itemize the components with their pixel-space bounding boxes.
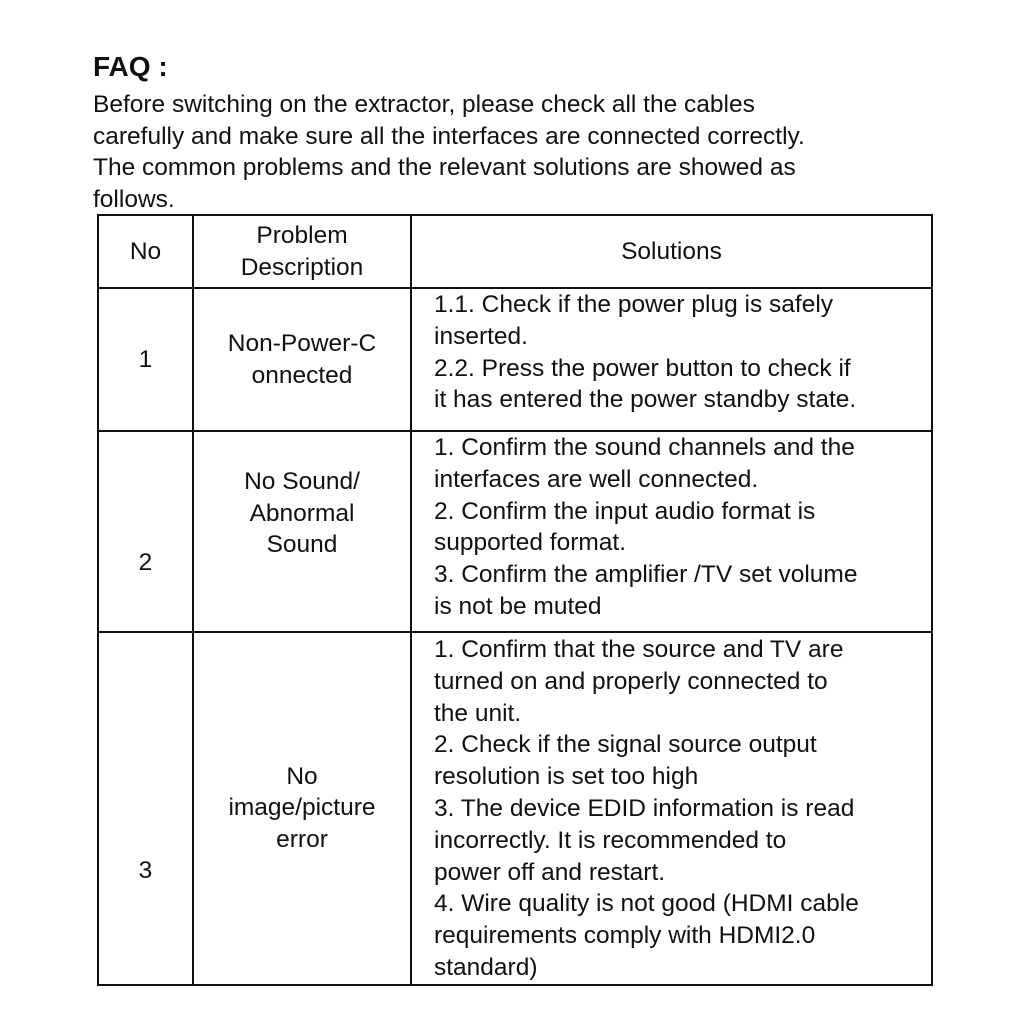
table-header-row xyxy=(98,215,932,288)
table-row xyxy=(98,431,932,632)
table-row xyxy=(98,632,932,985)
solution-line: 2. Check if the signal source output xyxy=(434,731,817,759)
solution-line: is not be muted xyxy=(434,592,602,620)
problem-line: Non-Power-C xyxy=(227,329,377,357)
intro-line: The common problems and the relevant solutions are showed as xyxy=(93,154,796,181)
problem-line: onnected xyxy=(251,361,353,389)
solution-line: 3. Confirm the amplifier /TV set volume xyxy=(434,561,858,589)
problem-description xyxy=(193,431,411,632)
problem-line: Abnormal xyxy=(249,499,355,527)
solution-line: inserted. xyxy=(434,322,528,350)
header-problem xyxy=(193,215,411,288)
intro-line: follows. xyxy=(93,185,175,213)
solutions-cell xyxy=(411,632,932,985)
intro-line: Before switching on the extractor, please check all the cables xyxy=(93,91,755,118)
solution-line: 4. Wire quality is not good (HDMI cable xyxy=(434,890,859,918)
faq-table xyxy=(97,214,933,986)
solution-line: the unit. xyxy=(434,699,522,727)
problem-line: error xyxy=(276,826,328,854)
solutions-cell xyxy=(411,431,932,632)
problem-line: image/picture xyxy=(228,794,376,822)
header-problem-line: Problem xyxy=(256,221,348,249)
solution-line: 1. Confirm the sound channels and the xyxy=(434,434,855,461)
header-no: No xyxy=(98,215,193,288)
problem-line: No Sound/ xyxy=(244,467,360,495)
solutions-cell xyxy=(411,288,932,431)
header-problem-line: Description xyxy=(240,253,364,281)
solution-line: 2. Confirm the input audio format is xyxy=(434,497,816,525)
problem-line: Sound xyxy=(266,531,338,559)
problem-description xyxy=(193,632,411,985)
solution-line: 3. The device EDID information is read xyxy=(434,794,855,822)
problem-line: No xyxy=(286,762,318,790)
solution-line: 2.2. Press the power button to check if xyxy=(434,354,851,382)
row-number: 2 xyxy=(98,431,193,632)
solution-line: it has entered the power standby state. xyxy=(434,386,857,414)
solution-line: standard) xyxy=(434,953,538,981)
problem-description xyxy=(193,288,411,431)
solution-line: incorrectly. It is recommended to xyxy=(434,826,787,854)
solution-line: requirements comply with HDMI2.0 xyxy=(434,922,816,950)
solution-line: supported format. xyxy=(434,529,627,557)
solution-line: resolution is set too high xyxy=(434,763,699,791)
header-solutions: Solutions xyxy=(411,215,932,288)
page-title: FAQ : xyxy=(93,51,168,82)
solution-line: interfaces are well connected. xyxy=(434,465,759,493)
table-row xyxy=(98,288,932,431)
solution-line: 1. Confirm that the source and TV are xyxy=(434,636,844,663)
intro-paragraph xyxy=(93,89,933,215)
intro-line: carefully and make sure all the interfaces are connected correctly. xyxy=(93,122,805,150)
solution-line: turned on and properly connected to xyxy=(434,667,828,695)
row-number: 1 xyxy=(98,288,193,431)
solution-line: 1.1. Check if the power plug is safely xyxy=(434,291,834,318)
row-number: 3 xyxy=(98,632,193,985)
solution-line: power off and restart. xyxy=(434,858,666,886)
